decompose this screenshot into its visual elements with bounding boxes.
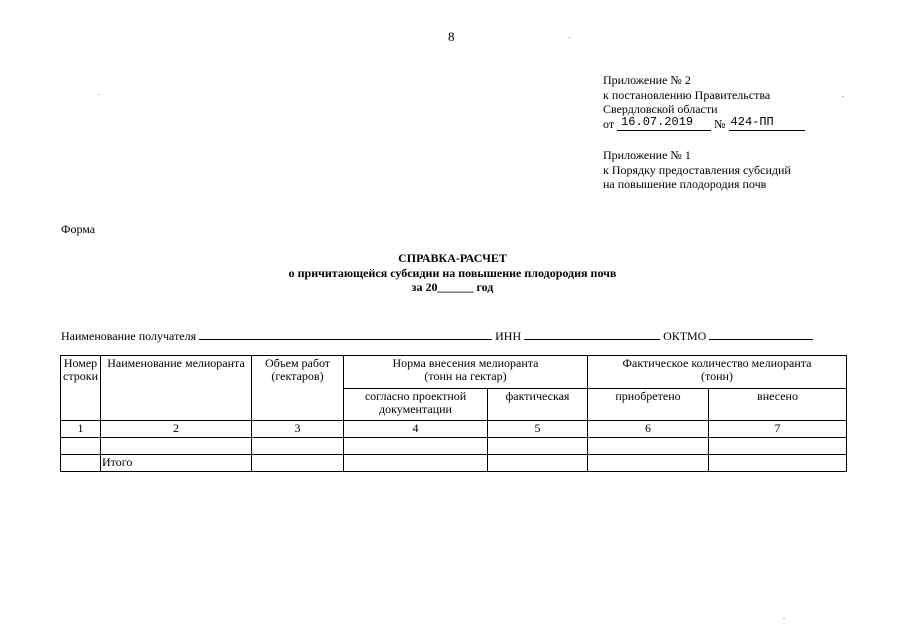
header-actual-quantity-title: Фактическое количество мелиоранта xyxy=(622,356,812,370)
table-cell xyxy=(344,455,488,472)
table-cell xyxy=(61,438,101,455)
header-application-rate-unit: (тонн на гектар) xyxy=(424,369,507,383)
header-row-1 xyxy=(61,356,847,389)
column-number: 3 xyxy=(252,421,344,438)
total-row xyxy=(61,455,847,472)
table-row xyxy=(61,438,847,455)
column-number: 7 xyxy=(709,421,847,438)
table-cell xyxy=(252,455,344,472)
appendix-2-resolution: к постановлению Правительства xyxy=(603,87,771,102)
table-cell xyxy=(709,455,847,472)
column-number: 5 xyxy=(488,421,588,438)
calculation-table xyxy=(60,355,847,472)
table-cell xyxy=(588,455,709,472)
table-cell xyxy=(588,438,709,455)
header-actual-quantity-unit: (тонн) xyxy=(701,369,733,383)
column-numbers-row xyxy=(61,421,847,438)
table-cell xyxy=(709,438,847,455)
table-cell xyxy=(488,438,588,455)
table-cell xyxy=(61,455,101,472)
recipient-name-field xyxy=(199,326,492,340)
inn-field xyxy=(524,326,660,340)
header-applied: внесено xyxy=(709,389,847,421)
scan-speck xyxy=(568,37,570,38)
header-rate-by-project: согласно проектной документации xyxy=(344,389,488,421)
recipient-line xyxy=(61,326,813,344)
oktmo-field xyxy=(709,326,813,340)
table-cell xyxy=(344,438,488,455)
header-actual-quantity xyxy=(588,356,847,389)
number-prefix: № xyxy=(714,116,726,131)
column-number: 4 xyxy=(344,421,488,438)
document-title xyxy=(0,251,905,295)
title-subject: о причитающейся субсидии на повышение плодородия почв xyxy=(288,265,617,280)
scan-speck xyxy=(842,96,844,97)
header-acquired: приобретено xyxy=(588,389,709,421)
header-application-rate xyxy=(344,356,588,389)
scan-speck xyxy=(98,94,100,95)
inn-label: ИНН xyxy=(495,329,522,343)
appendix-1-title: Приложение № 1 xyxy=(603,148,691,162)
column-number: 2 xyxy=(101,421,252,438)
header-meliorant-name: Наименование мелиоранта xyxy=(101,356,252,421)
header-work-volume: Объем работ (гектаров) xyxy=(252,356,344,421)
appendix-1-block xyxy=(603,148,791,192)
appendix-1-purpose: на повышение плодородия почв xyxy=(603,177,767,191)
appendix-2-date-number xyxy=(603,114,805,132)
header-row-number: Номер строки xyxy=(61,356,101,421)
appendix-2-region: Свердловской области xyxy=(603,102,718,116)
form-label: Форма xyxy=(61,222,96,236)
table-cell xyxy=(252,438,344,455)
date-prefix: от xyxy=(603,116,615,131)
recipient-name-label: Наименование получателя xyxy=(61,329,197,343)
total-label: Итого xyxy=(101,455,252,472)
table-cell xyxy=(488,455,588,472)
appendix-2-block xyxy=(603,73,805,131)
title-year: за 20______ год xyxy=(411,280,494,294)
scan-speck xyxy=(783,618,785,619)
appendix-2-title: Приложение № 2 xyxy=(603,73,691,87)
number-value: 424-ПП xyxy=(730,114,774,129)
header-rate-actual: фактическая xyxy=(488,389,588,421)
oktmo-label: ОКТМО xyxy=(663,329,707,343)
appendix-1-order: к Порядку предоставления субсидий xyxy=(603,162,791,177)
title-main: СПРАВКА-РАСЧЕТ xyxy=(398,251,507,265)
table-cell xyxy=(101,438,252,455)
header-application-rate-title: Норма внесения мелиоранта xyxy=(392,356,539,370)
page-number: 8 xyxy=(448,29,455,44)
date-value: 16.07.2019 xyxy=(621,114,694,129)
number-field xyxy=(729,114,805,131)
column-number: 6 xyxy=(588,421,709,438)
date-field xyxy=(617,114,711,131)
column-number: 1 xyxy=(61,421,101,438)
